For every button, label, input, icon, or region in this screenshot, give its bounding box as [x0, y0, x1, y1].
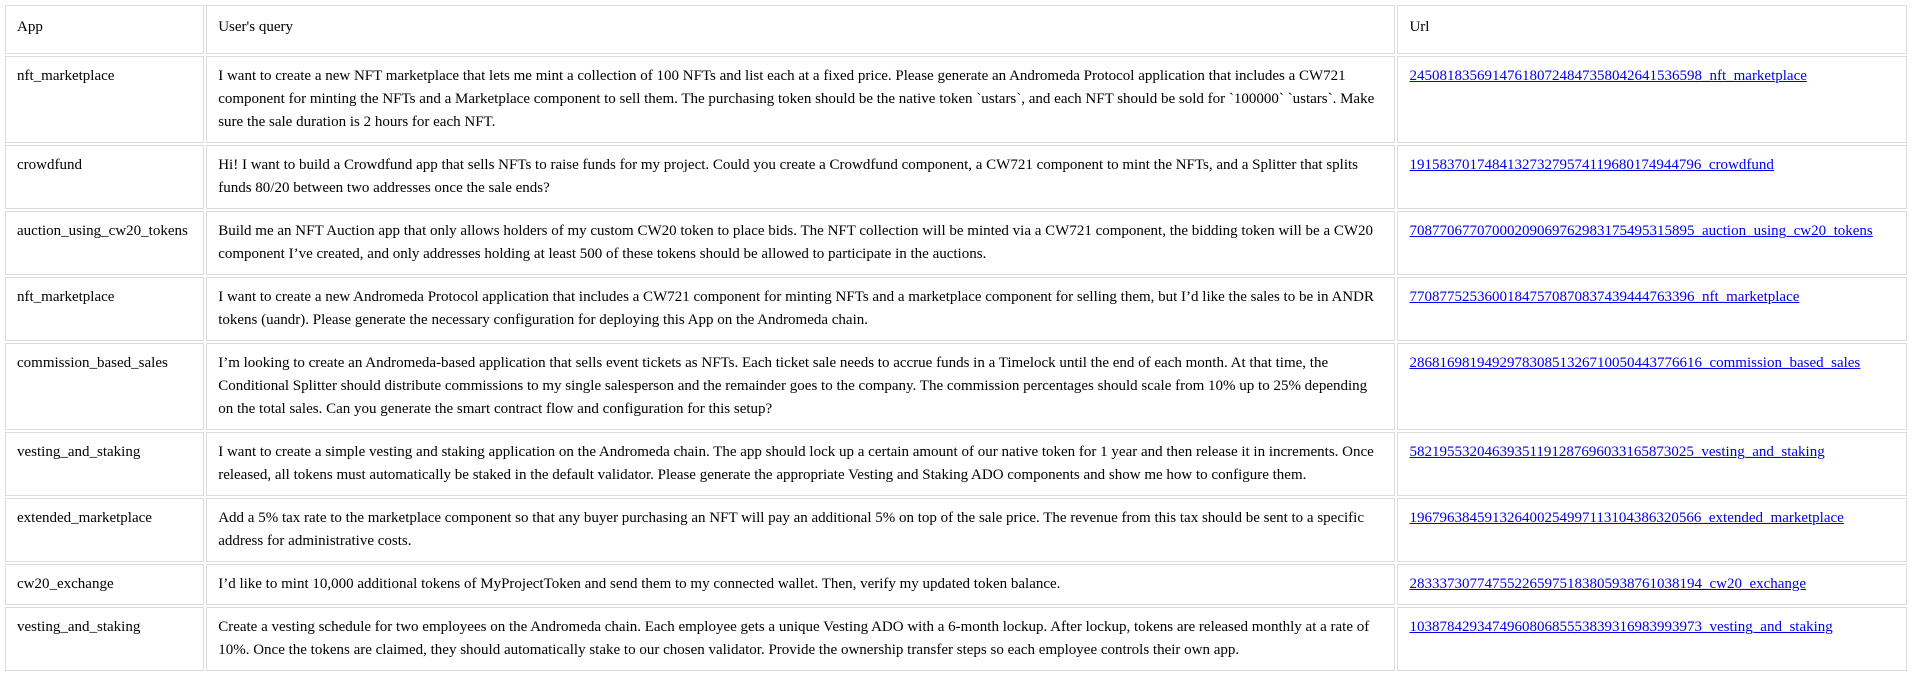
url-cell — [1397, 277, 1907, 341]
query-cell: Hi! I want to build a Crowdfund app that sells NFTs to raise funds for my project. Could you create a Crowdfund component, a CW721 component to mint the NFTs, and a Splitter that splits funds 80/20 between two addresses once the sale ends? — [206, 145, 1395, 209]
table-row — [5, 343, 1907, 430]
header-query: User's query — [206, 5, 1395, 54]
header-app: App — [5, 5, 204, 54]
url-link[interactable]: 286816981949297830851326710050443776616_commission_based_sales — [1409, 355, 1861, 371]
app-cell: crowdfund — [5, 145, 204, 209]
table-row — [5, 607, 1907, 671]
url-link[interactable]: 58219553204639351191287696033165873025_vesting_and_staking — [1409, 444, 1825, 460]
query-cell: Create a vesting schedule for two employees on the Andromeda chain. Each employee gets a unique Vesting ADO with a 6-month lockup. After lockup, tokens are released monthly at a rate of 10%. Once the tokens are claimed, they should automatically stake to our chosen validator. Provide the ownership transfer steps so each employee controls their own app. — [206, 607, 1395, 671]
url-cell — [1397, 564, 1907, 605]
query-cell: Add a 5% tax rate to the marketplace component so that any buyer purchasing an NFT will pay an additional 5% on top of the sale price. The revenue from this tax should be sent to a specific address for administrative costs. — [206, 498, 1395, 562]
table-row — [5, 56, 1907, 143]
query-cell: I want to create a new Andromeda Protocol application that includes a CW721 component for minting NFTs and a marketplace component for selling them, but I’d like the sales to be in ANDR tokens (uandr). Please generate the necessary configuration for deploying this App on the Andromeda chain. — [206, 277, 1395, 341]
app-cell: auction_using_cw20_tokens — [5, 211, 204, 275]
app-cell: vesting_and_staking — [5, 432, 204, 496]
query-cell: I want to create a new NFT marketplace that lets me mint a collection of 100 NFTs and list each at a fixed price. Please generate an Andromeda Protocol application that includes a CW721 component for minting the NFTs and a Marketplace component to sell them. The purchasing token should be the native token `ustars`, and each NFT should be sold for `100000` `ustars`. Make sure the sale duration is 2 hours for each NFT. — [206, 56, 1395, 143]
url-link[interactable]: 77087752536001847570870837439444763396_nft_marketplace — [1409, 289, 1800, 305]
url-link[interactable]: 191583701748413273279574119680174944796_crowdfund — [1409, 157, 1774, 173]
url-cell — [1397, 498, 1907, 562]
table-row — [5, 145, 1907, 209]
app-cell: extended_marketplace — [5, 498, 204, 562]
url-cell — [1397, 432, 1907, 496]
url-cell — [1397, 56, 1907, 143]
url-cell — [1397, 607, 1907, 671]
table-body — [5, 56, 1907, 671]
url-link[interactable]: 196796384591326400254997113104386320566_extended_marketplace — [1409, 510, 1844, 526]
query-cell: I want to create a simple vesting and staking application on the Andromeda chain. The app should lock up a certain amount of our native token for 1 year and then release it in increments. Once released, all tokens must automatically be staked in the default validator. Please generate the appropriate Vesting and Staking ADO components and show me how to configure them. — [206, 432, 1395, 496]
table-row — [5, 564, 1907, 605]
app-cell: vesting_and_staking — [5, 607, 204, 671]
url-cell — [1397, 343, 1907, 430]
table-row — [5, 432, 1907, 496]
url-link[interactable]: 70877067707000209069762983175495315895_auction_using_cw20_tokens — [1409, 223, 1873, 239]
header-url: Url — [1397, 5, 1907, 54]
app-cell: nft_marketplace — [5, 56, 204, 143]
table-row — [5, 498, 1907, 562]
url-cell — [1397, 211, 1907, 275]
apps-table — [3, 3, 1909, 673]
table-header — [5, 5, 1907, 54]
url-link[interactable]: 245081835691476180724847358042641536598_nft_marketplace — [1409, 68, 1807, 84]
url-link[interactable]: 103878429347496080685553839316983993973_vesting_and_staking — [1409, 619, 1833, 635]
query-cell: I’m looking to create an Andromeda-based application that sells event tickets as NFTs. Each ticket sale needs to accrue funds in a Timelock until the end of each month. At that time, the Conditional Splitter should distribute commissions to my single salesperson and the remainder goes to the company. The commission percentages should scale from 10% up to 25% depending on the total sales. Can you generate the smart contract flow and configuration for this setup? — [206, 343, 1395, 430]
app-cell: cw20_exchange — [5, 564, 204, 605]
url-link[interactable]: 283337307747552265975183805938761038194_cw20_exchange — [1409, 576, 1807, 592]
app-cell: commission_based_sales — [5, 343, 204, 430]
query-cell: I’d like to mint 10,000 additional tokens of MyProjectToken and send them to my connected wallet. Then, verify my updated token balance. — [206, 564, 1395, 605]
table-row — [5, 211, 1907, 275]
url-cell — [1397, 145, 1907, 209]
query-cell: Build me an NFT Auction app that only allows holders of my custom CW20 token to place bids. The NFT collection will be minted via a CW721 component, the bidding token will be a CW20 component I’ve created, and only addresses holding at least 500 of these tokens should be allowed to participate in the auctions. — [206, 211, 1395, 275]
table-row — [5, 277, 1907, 341]
header-row — [5, 5, 1907, 54]
app-cell: nft_marketplace — [5, 277, 204, 341]
